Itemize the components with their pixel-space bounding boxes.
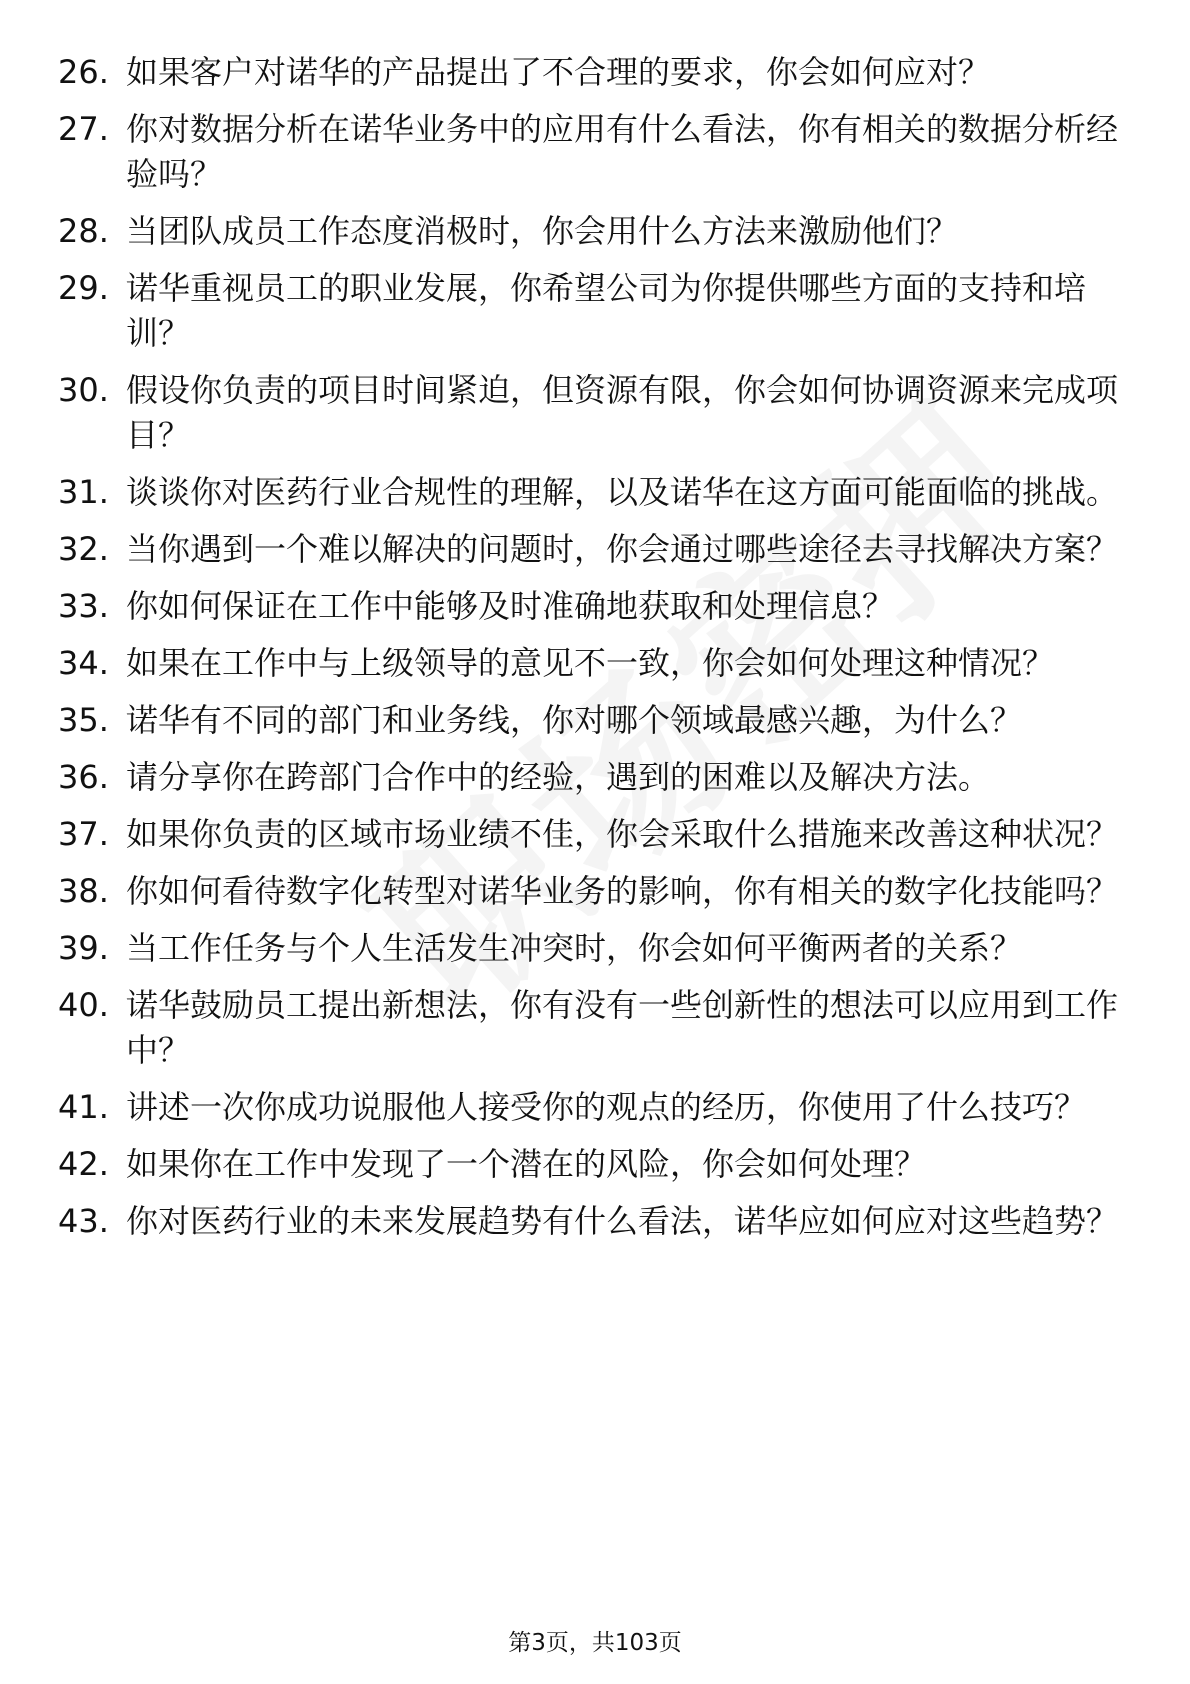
question-number: 33. xyxy=(58,587,109,625)
question-number: 35. xyxy=(58,701,109,739)
question-item xyxy=(58,869,1138,914)
question-number: 37. xyxy=(58,815,109,853)
question-item xyxy=(58,50,1138,95)
question-item xyxy=(58,641,1138,686)
question-item xyxy=(58,698,1138,743)
question-number: 30. xyxy=(58,371,109,409)
question-number: 29. xyxy=(58,269,109,307)
question-number: 39. xyxy=(58,929,109,967)
question-item xyxy=(58,1085,1138,1130)
question-text: 诺华鼓励员工提出新想法，你有没有一些创新性的想法可以应用到工作中？ xyxy=(126,986,1119,1069)
page-number-label: 第3页，共103页 xyxy=(508,1630,682,1656)
question-item xyxy=(58,107,1138,197)
question-item xyxy=(58,926,1138,971)
question-number: 38. xyxy=(58,872,109,910)
question-text: 你对数据分析在诺华业务中的应用有什么看法，你有相关的数据分析经验吗？ xyxy=(126,110,1119,193)
question-item xyxy=(58,368,1138,458)
question-item xyxy=(58,470,1138,515)
question-list xyxy=(58,50,1138,1256)
question-number: 32. xyxy=(58,530,109,568)
question-text: 当团队成员工作态度消极时，你会用什么方法来激励他们？ xyxy=(126,212,959,250)
question-number: 34. xyxy=(58,644,109,682)
question-text: 诺华有不同的部门和业务线，你对哪个领域最感兴趣，为什么？ xyxy=(126,701,1023,739)
question-text: 你如何保证在工作中能够及时准确地获取和处理信息？ xyxy=(126,587,895,625)
question-text: 如果在工作中与上级领导的意见不一致，你会如何处理这种情况？ xyxy=(126,644,1055,682)
question-text: 你如何看待数字化转型对诺华业务的影响，你有相关的数字化技能吗？ xyxy=(126,872,1119,910)
question-item xyxy=(58,527,1138,572)
question-text: 当工作任务与个人生活发生冲突时，你会如何平衡两者的关系？ xyxy=(126,929,1023,967)
question-item xyxy=(58,1142,1138,1187)
question-text: 如果你在工作中发现了一个潜在的风险，你会如何处理？ xyxy=(126,1145,927,1183)
question-text: 你对医药行业的未来发展趋势有什么看法，诺华应如何应对这些趋势？ xyxy=(126,1202,1119,1240)
page-footer xyxy=(0,1624,1190,1657)
question-text: 谈谈你对医药行业合规性的理解，以及诺华在这方面可能面临的挑战。 xyxy=(126,473,1119,511)
question-number: 42. xyxy=(58,1145,109,1183)
question-number: 28. xyxy=(58,212,109,250)
question-item xyxy=(58,812,1138,857)
question-number: 40. xyxy=(58,986,109,1024)
question-number: 31. xyxy=(58,473,109,511)
question-text: 当你遇到一个难以解决的问题时，你会通过哪些途径去寻找解决方案？ xyxy=(126,530,1119,568)
question-text: 请分享你在跨部门合作中的经验，遇到的困难以及解决方法。 xyxy=(126,758,991,796)
question-text: 诺华重视员工的职业发展，你希望公司为你提供哪些方面的支持和培训？ xyxy=(126,269,1087,352)
question-number: 27. xyxy=(58,110,109,148)
question-item xyxy=(58,1199,1138,1244)
question-number: 41. xyxy=(58,1088,109,1126)
question-text: 讲述一次你成功说服他人接受你的观点的经历，你使用了什么技巧？ xyxy=(126,1088,1087,1126)
question-item xyxy=(58,983,1138,1073)
question-item xyxy=(58,755,1138,800)
question-text: 假设你负责的项目时间紧迫，但资源有限，你会如何协调资源来完成项目？ xyxy=(126,371,1119,454)
question-item xyxy=(58,209,1138,254)
question-item xyxy=(58,584,1138,629)
question-number: 36. xyxy=(58,758,109,796)
question-item xyxy=(58,266,1138,356)
question-text: 如果客户对诺华的产品提出了不合理的要求，你会如何应对？ xyxy=(126,53,991,91)
question-number: 26. xyxy=(58,53,109,91)
question-text: 如果你负责的区域市场业绩不佳，你会采取什么措施来改善这种状况？ xyxy=(126,815,1119,853)
question-number: 43. xyxy=(58,1202,109,1240)
